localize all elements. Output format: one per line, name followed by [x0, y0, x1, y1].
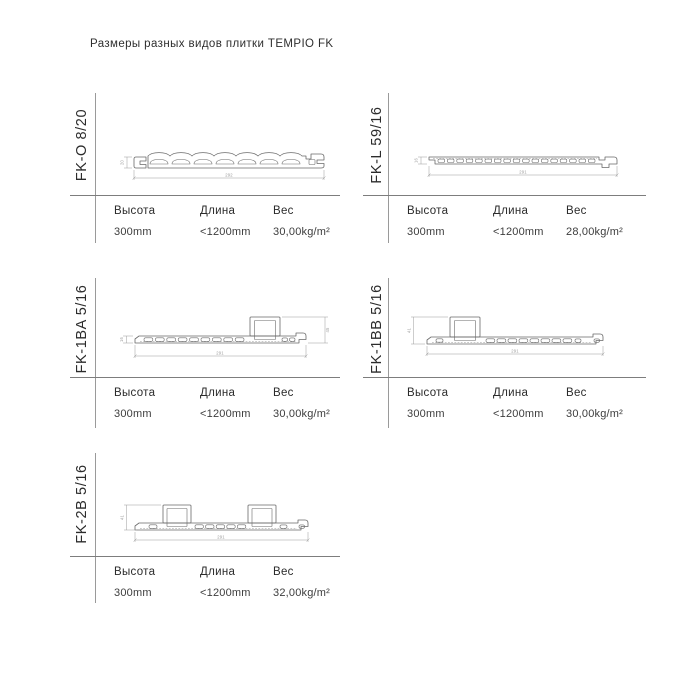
section-label: FK-1BB 5/16 [369, 284, 385, 374]
profile-drawing-fk-1bb [400, 295, 635, 365]
col-header-weight: Вес [566, 205, 587, 217]
col-header-length: Длина [200, 566, 236, 578]
spec-table [95, 557, 359, 599]
value-weight: 28,00kg/m² [566, 226, 624, 238]
col-header-height: Высота [114, 205, 156, 217]
value-height: 300mm [114, 408, 152, 420]
spec-table [95, 196, 359, 238]
value-height: 300mm [407, 408, 445, 420]
col-header-height: Высота [114, 566, 156, 578]
height-dimension-label: 20 [119, 159, 125, 166]
value-length: <1200mm [493, 226, 544, 238]
section-label: FK-L 59/16 [369, 106, 385, 184]
col-header-length: Длина [493, 205, 529, 217]
col-header-height: Высота [114, 387, 156, 399]
section-label: FK-O 8/20 [74, 108, 90, 182]
page-title: Размеры разных видов плитки TEMPIO FK [90, 38, 334, 50]
profile-drawing-fk-2b [105, 470, 345, 545]
profile-drawing-fk-o [110, 140, 335, 185]
width-dimension-label: 291 [217, 534, 225, 540]
section-label: FK-1BA 5/16 [74, 284, 90, 374]
value-weight: 32,00kg/m² [273, 587, 331, 599]
width-dimension-label: 291 [511, 348, 519, 354]
col-header-length: Длина [200, 387, 236, 399]
height-dimension-label: 16 [413, 157, 419, 164]
col-header-weight: Вес [273, 566, 294, 578]
col-header-weight: Вес [566, 387, 587, 399]
col-header-height: Высота [407, 387, 449, 399]
col-header-weight: Вес [273, 387, 294, 399]
section-label: FK-2B 5/16 [74, 464, 90, 544]
value-height: 300mm [114, 587, 152, 599]
profile-drawing-fk-1ba [110, 300, 345, 368]
value-weight: 30,00kg/m² [566, 408, 624, 420]
value-length: <1200mm [493, 408, 544, 420]
value-weight: 30,00kg/m² [273, 408, 331, 420]
box-height-dimension-label: 45 [325, 327, 330, 333]
col-header-length: Длина [493, 387, 529, 399]
spec-table [388, 378, 665, 420]
height-dimension-label: 41 [119, 514, 125, 521]
spec-table [95, 378, 359, 420]
width-dimension-label: 291 [519, 169, 527, 175]
col-header-length: Длина [200, 205, 236, 217]
height-dimension-label: 16 [119, 336, 124, 343]
height-dimension-label: 41 [406, 327, 412, 334]
col-header-weight: Вес [273, 205, 294, 217]
profile-drawing-fk-l [405, 145, 630, 185]
value-height: 300mm [114, 226, 152, 238]
value-length: <1200mm [200, 587, 251, 599]
col-header-height: Высота [407, 205, 449, 217]
value-weight: 30,00kg/m² [273, 226, 331, 238]
value-length: <1200mm [200, 408, 251, 420]
width-dimension-label: 292 [225, 172, 233, 178]
spec-table [388, 196, 665, 238]
width-dimension-label: 291 [216, 350, 224, 356]
value-height: 300mm [407, 226, 445, 238]
value-length: <1200mm [200, 226, 251, 238]
